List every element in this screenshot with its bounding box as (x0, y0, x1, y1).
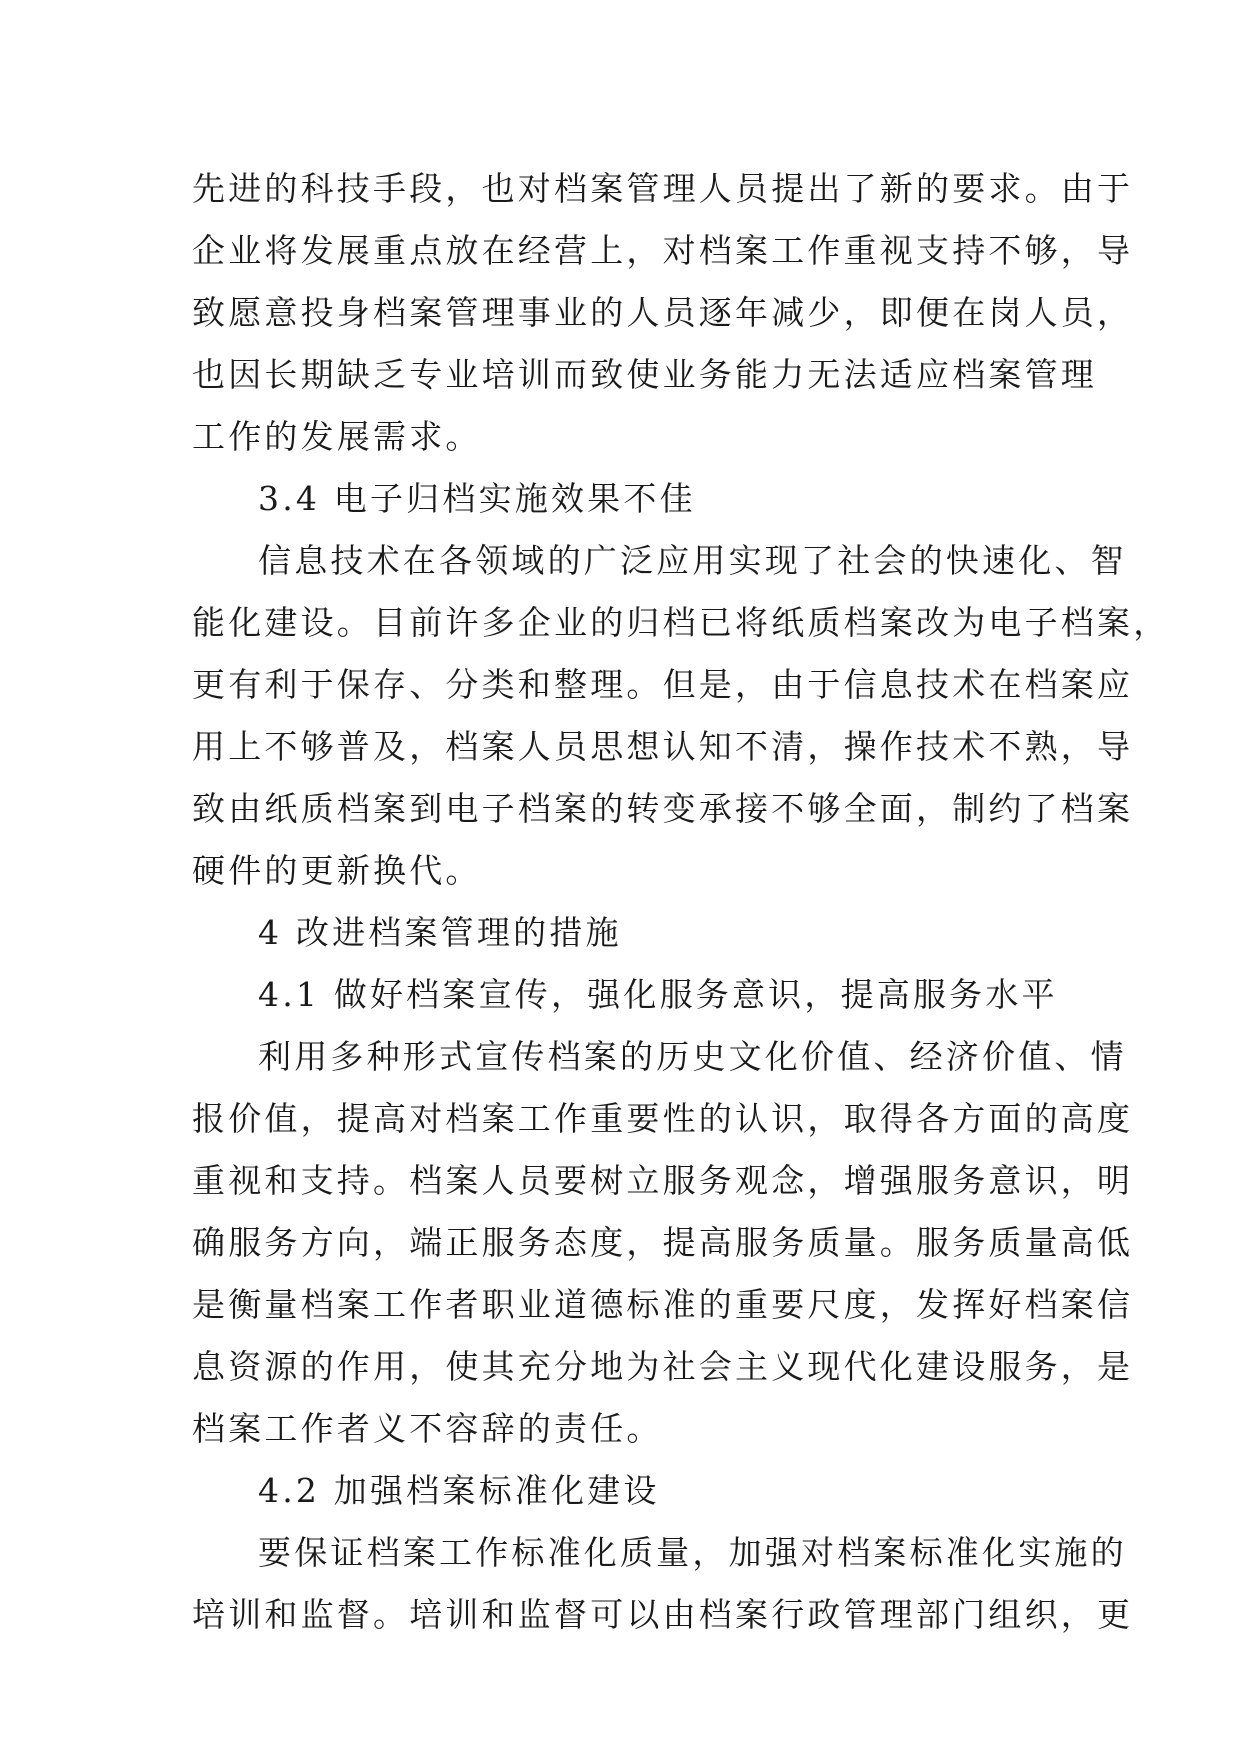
text-line: 信息技术在各领域的广泛应用实现了社会的快速化、智 (258, 541, 1127, 580)
text-line: 企业将发展重点放在经营上，对档案工作重视支持不够，导 (192, 231, 1134, 270)
text-line: 重视和支持。档案人员要树立服务观念，增强服务意识，明 (192, 1161, 1134, 1200)
section-heading-4-1: 4.1 做好档案宣传，强化服务意识，提高服务水平 (258, 975, 1058, 1014)
section-heading-3-4: 3.4 电子归档实施效果不佳 (258, 479, 696, 518)
text-line: 息资源的作用，使其充分地为社会主义现代化建设服务，是 (192, 1347, 1134, 1386)
text-line: 报价值，提高对档案工作重要性的认识，取得各方面的高度 (192, 1099, 1134, 1138)
text-line: 更有利于保存、分类和整理。但是，由于信息技术在档案应 (192, 665, 1134, 704)
document-body (192, 158, 1170, 1646)
text-line: 培训和监督。培训和监督可以由档案行政管理部门组织，更 (192, 1595, 1134, 1634)
text-line: 利用多种形式宣传档案的历史文化价值、经济价值、情 (258, 1037, 1127, 1076)
text-line: 致由纸质档案到电子档案的转变承接不够全面，制约了档案 (192, 789, 1134, 828)
text-line: 确服务方向，端正服务态度，提高服务质量。服务质量高低 (192, 1223, 1134, 1262)
text-line: 能化建设。目前许多企业的归档已将纸质档案改为电子档案， (192, 603, 1170, 642)
text-line: 硬件的更新换代。 (192, 851, 482, 890)
section-heading-4: 4 改进档案管理的措施 (258, 913, 622, 952)
text-line: 致愿意投身档案管理事业的人员逐年减少，即便在岗人员， (192, 293, 1134, 332)
text-line: 先进的科技手段，也对档案管理人员提出了新的要求。由于 (192, 169, 1134, 208)
text-line: 是衡量档案工作者职业道德标准的重要尺度，发挥好档案信 (192, 1285, 1134, 1324)
text-line: 工作的发展需求。 (192, 417, 482, 456)
section-heading-4-2: 4.2 加强档案标准化建设 (258, 1471, 660, 1510)
text-line: 要保证档案工作标准化质量，加强对档案标准化实施的 (258, 1533, 1127, 1572)
text-line: 也因长期缺乏专业培训而致使业务能力无法适应档案管理 (192, 355, 1097, 394)
text-line: 档案工作者义不容辞的责任。 (192, 1409, 663, 1448)
text-line: 用上不够普及，档案人员思想认知不清，操作技术不熟，导 (192, 727, 1134, 766)
